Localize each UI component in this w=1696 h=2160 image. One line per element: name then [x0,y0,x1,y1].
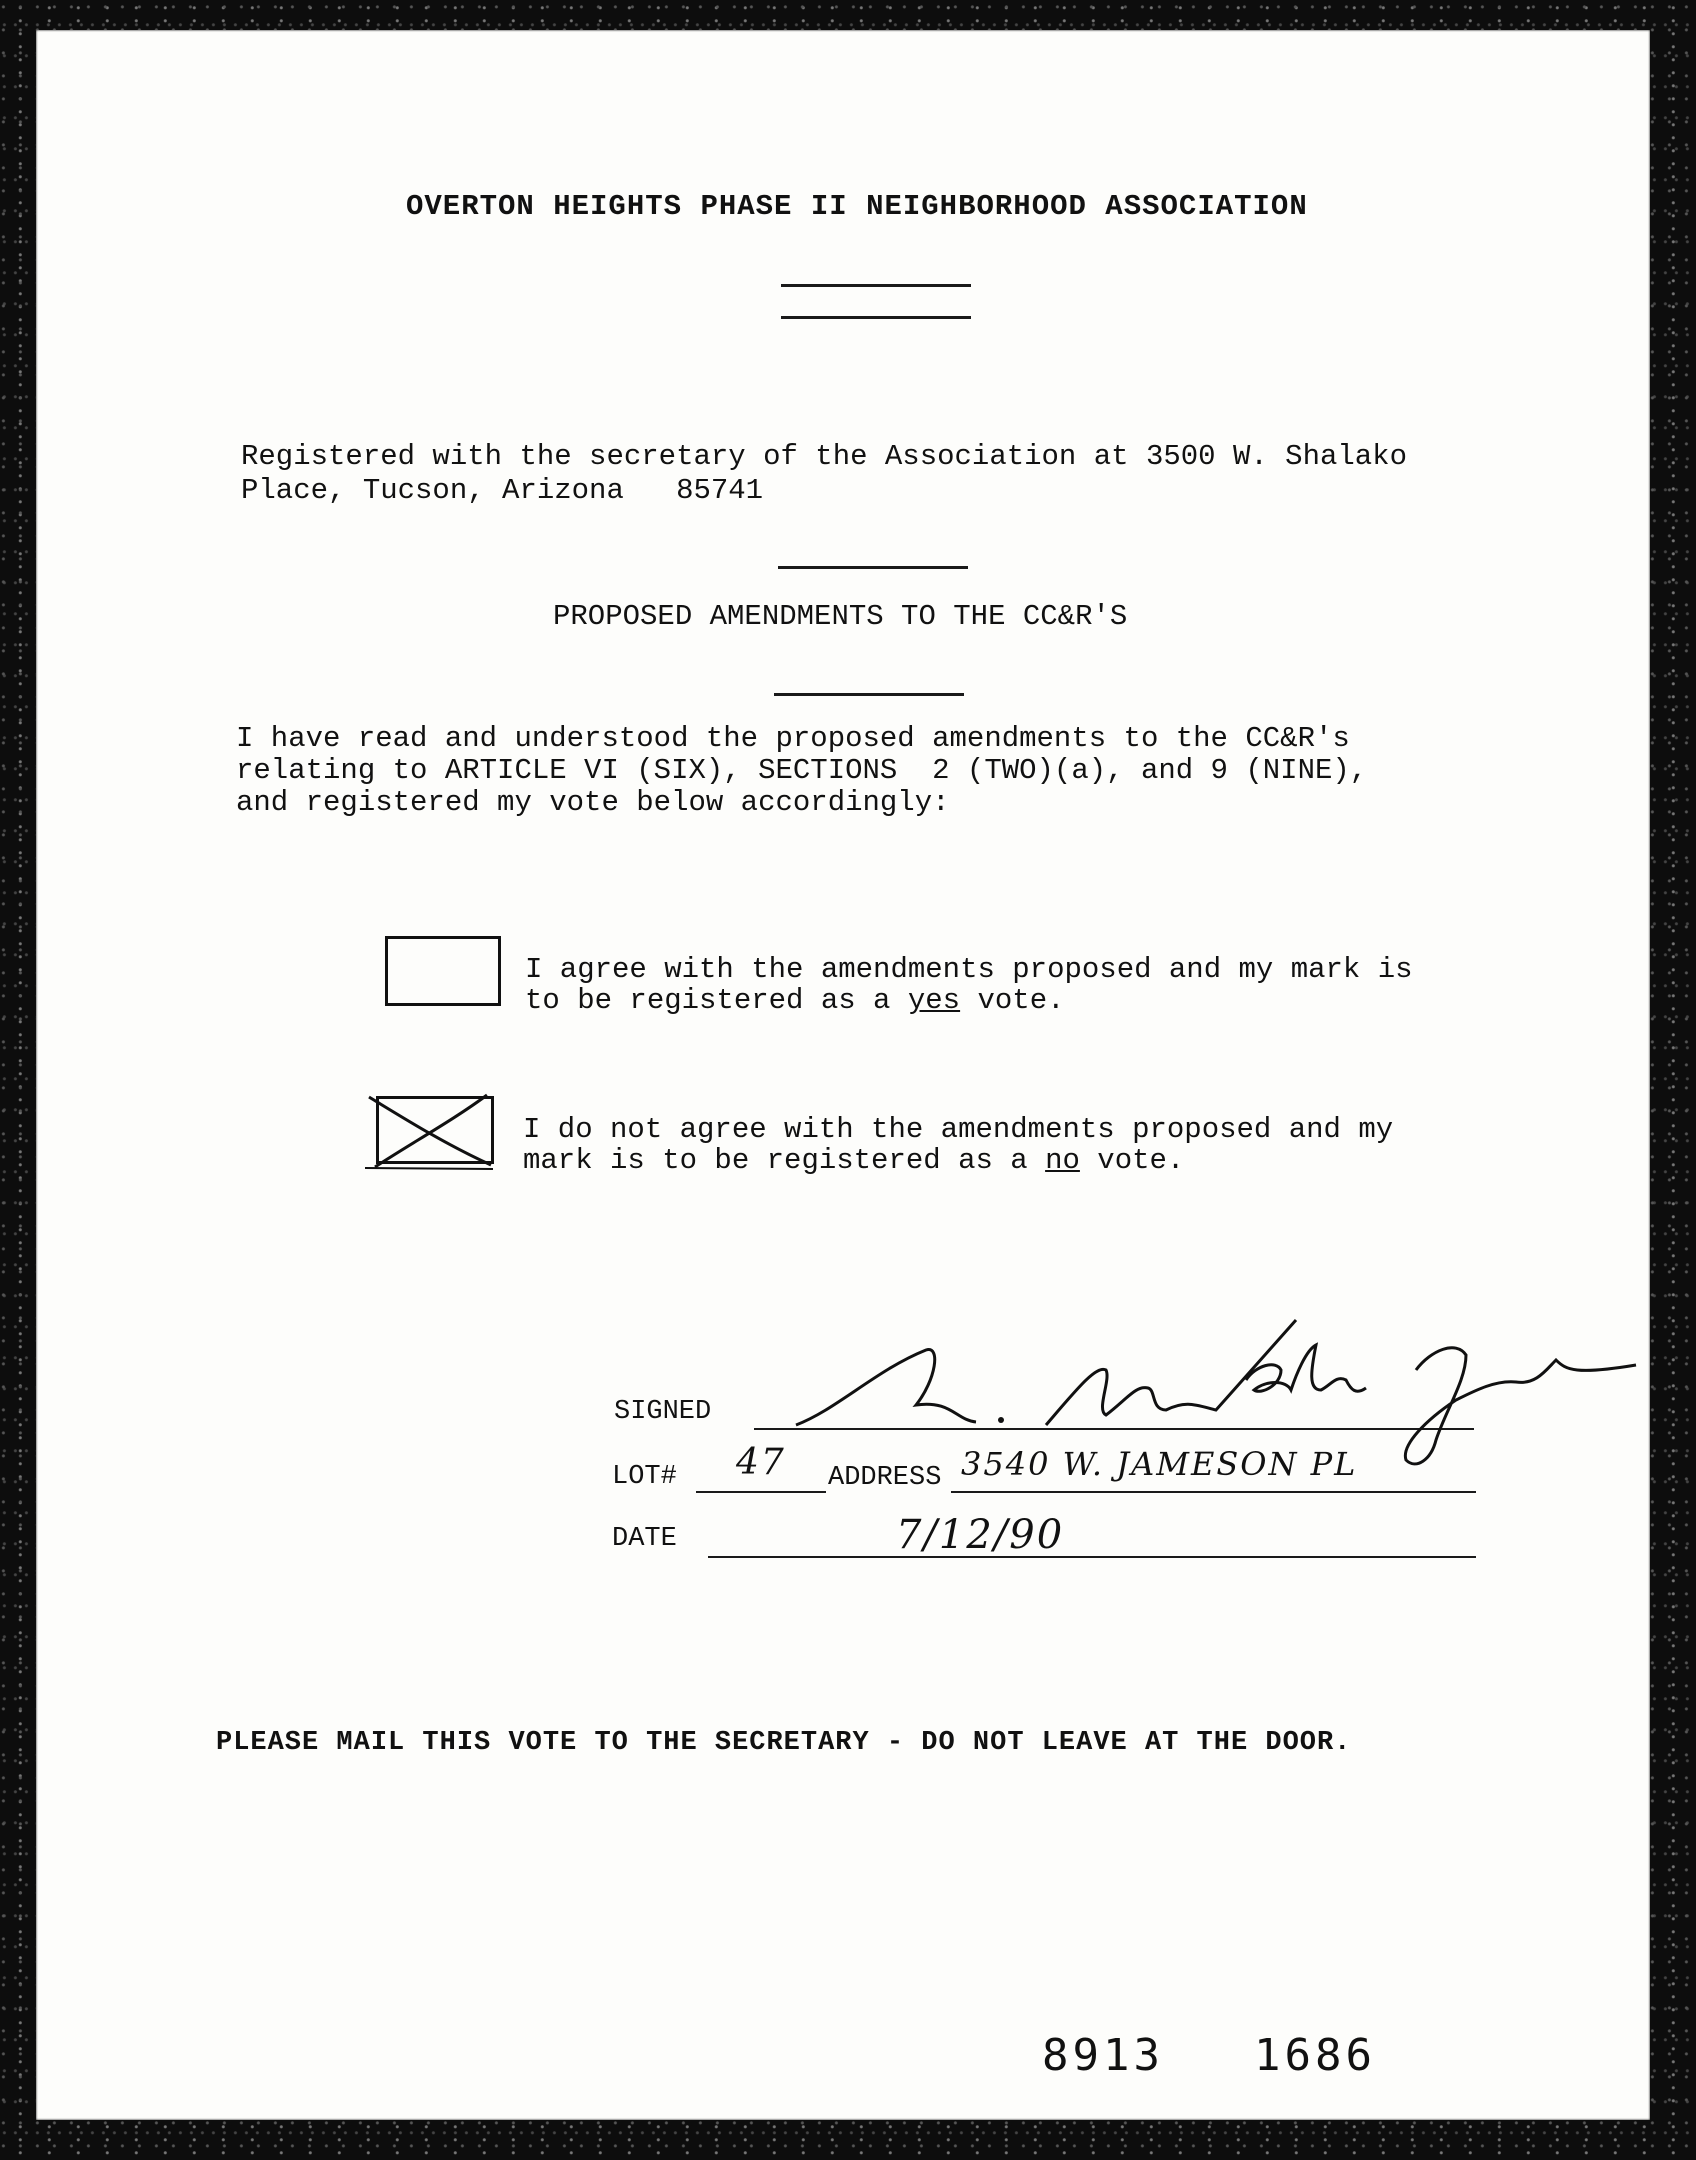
no-line-2-post: vote. [1079,1144,1185,1177]
association-title: OVERTON HEIGHTS PHASE II NEIGHBORHOOD ASSOCIATION [406,190,1308,223]
statement-line-2: relating to ARTICLE VI (SIX), SECTIONS 2 (TWO)(a), and 9 (NINE), [236,754,1368,787]
no-line-1: I do not agree with the amendments proposed and my [523,1113,1394,1146]
yes-vote-checkbox[interactable] [385,936,501,1006]
no-line-2-pre: mark is to be registered as a [523,1144,1046,1177]
statement-paragraph [236,723,1367,819]
document-code-right: 1686 [1254,2030,1376,2081]
ballot-page [36,30,1650,2120]
lot-value: 47 [736,1442,786,1483]
registration-statement [241,440,1407,508]
yes-vote-text [525,954,1413,1016]
divider [781,316,971,319]
date-value: 7/12/90 [896,1512,1065,1558]
no-emphasis: no [1045,1144,1080,1177]
signed-label: SIGNED [614,1397,712,1427]
lot-label: LOT# [612,1462,677,1492]
no-vote-checkbox[interactable] [376,1096,494,1164]
statement-line-1: I have read and understood the proposed amendments to the CC&R's [236,722,1350,755]
date-line [708,1556,1476,1558]
address-label: ADDRESS [828,1463,942,1493]
registration-line-2: Place, Tucson, Arizona 85741 [241,474,764,507]
mail-instruction: PLEASE MAIL THIS VOTE TO THE SECRETARY - DO NOT LEAVE AT THE DOOR. [216,1728,1352,1758]
statement-line-3: and registered my vote below accordingly: [236,786,950,819]
yes-line-2-pre: to be registered as a [525,984,908,1017]
document-code-left: 8913 [1042,2030,1164,2081]
divider [774,693,964,696]
divider [778,566,968,569]
address-value: 3540 W. JAMESON PL [961,1445,1358,1483]
lot-line [696,1491,826,1493]
yes-line-1: I agree with the amendments proposed and my mark is [525,953,1413,986]
registration-line-1: Registered with the secretary of the Association at 3500 W. Shalako [241,440,1407,473]
x-mark-icon [365,1089,495,1169]
address-line [951,1491,1476,1493]
date-label: DATE [612,1524,677,1554]
no-vote-text [523,1114,1393,1176]
divider [781,284,971,287]
yes-line-2-post: vote. [960,984,1065,1017]
section-heading: PROPOSED AMENDMENTS TO THE CC&R'S [553,600,1128,633]
yes-emphasis: yes [907,984,961,1017]
